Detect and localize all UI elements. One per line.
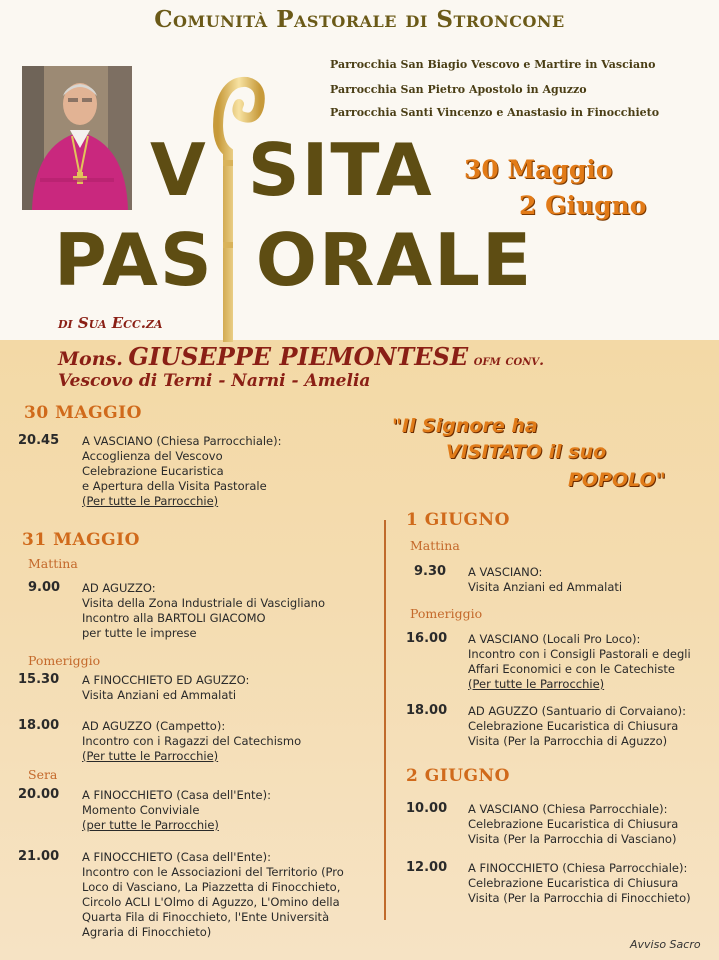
event-line: A VASCIANO (Chiesa Parrocchiale): [468, 802, 668, 816]
parish-line: Parrocchia Santi Vincenzo e Anastasio in Finocchieto [330, 106, 660, 119]
event-line: AD AGUZZO (Santuario di Corvaiano): [468, 704, 686, 718]
event-line: Accoglienza del Vescovo [82, 449, 223, 463]
event-line: Incontro con le Associazioni del Territorio (Pro [82, 865, 344, 879]
parish-line: Parrocchia San Biagio Vescovo e Martire in Vasciano [330, 58, 656, 71]
bishop-name: GIUSEPPE PIEMONTESE [128, 342, 469, 371]
event-description [468, 861, 691, 906]
day-heading-31-maggio: 31 MAGGIO [22, 530, 140, 550]
event-line: Celebrazione Eucaristica [82, 464, 224, 478]
bishop-photo [22, 66, 132, 210]
event-line: (Per tutte le Parrocchie) [82, 494, 219, 508]
event-line: A VASCIANO: [468, 565, 543, 579]
event-description [82, 850, 344, 940]
event-line: Agraria di Finocchieto) [82, 925, 212, 939]
event-description [82, 788, 271, 833]
event-time: 9.00 [28, 580, 61, 595]
bishop-order: ofm conv. [473, 353, 544, 369]
event-time: 21.00 [18, 849, 60, 864]
event-description [468, 802, 678, 847]
event-line: Visita Anziani ed Ammalati [468, 580, 623, 594]
avviso-sacro-label: Avviso Sacro [630, 938, 701, 951]
day-heading-1-giugno: 1 GIUGNO [406, 510, 510, 530]
event-line: e Apertura della Visita Pastorale [82, 479, 267, 493]
event-line: (Per tutte le Parrocchie) [468, 677, 605, 691]
event-line: Celebrazione Eucaristica di Chiusura [468, 817, 679, 831]
event-line: Loco di Vasciano, La Piazzetta di Finocchieto, [82, 880, 341, 894]
event-line: Celebrazione Eucaristica di Chiusura [468, 876, 679, 890]
event-line: Celebrazione Eucaristica di Chiusura [468, 719, 679, 733]
bishop-name-line [58, 342, 544, 371]
event-time: 10.00 [406, 801, 448, 816]
period-mattina: Mattina [28, 556, 78, 571]
title-visita-v: V [150, 128, 208, 212]
event-line: Visita (Per la Parrocchia di Aguzzo) [468, 734, 668, 748]
event-line: A FINOCCHIETO ED AGUZZO: [82, 673, 250, 687]
period-sera: Sera [28, 767, 58, 782]
event-line: Visita (Per la Parrocchia di Vasciano) [468, 832, 677, 846]
event-line: Visita (Per la Parrocchia di Finocchieto) [468, 891, 691, 905]
period-pomeriggio: Pomeriggio [410, 606, 483, 621]
event-line: Incontro con i Consigli Pastorali e degli [468, 647, 691, 661]
event-line: AD AGUZZO: [82, 581, 156, 595]
parish-line: Parrocchia San Pietro Apostolo in Aguzzo [330, 83, 587, 96]
title-visita-rest: SITA [247, 128, 434, 212]
event-time: 9.30 [414, 564, 447, 579]
event-time: 18.00 [406, 703, 448, 718]
event-line: Circolo ACLI L'Olmo di Aguzzo, L'Omino della [82, 895, 340, 909]
event-description [82, 434, 282, 509]
event-time: 15.30 [18, 672, 60, 687]
date-end: 2 Giugno [519, 191, 647, 220]
event-time: 20.00 [18, 787, 60, 802]
event-line: A FINOCCHIETO (Casa dell'Ente): [82, 850, 271, 864]
day-heading-2-giugno: 2 GIUGNO [406, 766, 510, 786]
event-time: 18.00 [18, 718, 60, 733]
event-time: 20.45 [18, 433, 60, 448]
column-divider [384, 520, 386, 920]
event-line: A FINOCCHIETO (Casa dell'Ente): [82, 788, 271, 802]
event-line: A FINOCCHIETO (Chiesa Parrocchiale): [468, 861, 688, 875]
event-line: A VASCIANO (Locali Pro Loco): [468, 632, 641, 646]
event-line: Affari Economici e con le Catechiste [468, 662, 675, 676]
event-time: 16.00 [406, 631, 448, 646]
event-time: 12.00 [406, 860, 448, 875]
event-line: Quarta Fila di Finocchieto, l'Ente Università [82, 910, 330, 924]
title-pastorale-start: PAS [54, 218, 214, 302]
event-line: (per tutte le Parrocchie) [82, 818, 219, 832]
event-line: (Per tutte le Parrocchie) [82, 749, 219, 763]
event-line: A VASCIANO (Chiesa Parrocchiale): [82, 434, 282, 448]
event-description [468, 565, 622, 595]
day-heading-30-maggio: 30 MAGGIO [24, 403, 142, 423]
bishop-role: Vescovo di Terni - Narni - Amelia [58, 371, 371, 391]
quote-line-1: "Il Signore ha [392, 415, 538, 437]
event-description [468, 704, 686, 749]
bishop-prefix: Mons. [58, 348, 123, 370]
date-start: 30 Maggio [464, 155, 613, 184]
event-line: Visita Anziani ed Ammalati [82, 688, 237, 702]
event-description [82, 581, 325, 641]
event-line: Incontro alla BARTOLI GIACOMO [82, 611, 266, 625]
event-description [82, 673, 249, 703]
period-mattina: Mattina [410, 538, 460, 553]
event-description [468, 632, 691, 692]
quote-line-2: VISITATO il suo [446, 441, 607, 463]
sua-eccellenza: di Sua Ecc.za [58, 314, 163, 332]
event-description [82, 719, 301, 764]
title-pastorale-rest: ORALE [255, 218, 534, 302]
event-line: Incontro con i Ragazzi del Catechismo [82, 734, 302, 748]
event-line: Visita della Zona Industriale di Vascigliano [82, 596, 325, 610]
bishop-photo-illustration [22, 66, 132, 210]
period-pomeriggio: Pomeriggio [28, 653, 101, 668]
community-title: Comunità Pastorale di Stroncone [154, 6, 565, 33]
event-line: Momento Conviviale [82, 803, 200, 817]
event-line: per tutte le imprese [82, 626, 197, 640]
quote-line-3: POPOLO" [568, 469, 666, 491]
event-line: AD AGUZZO (Campetto): [82, 719, 226, 733]
